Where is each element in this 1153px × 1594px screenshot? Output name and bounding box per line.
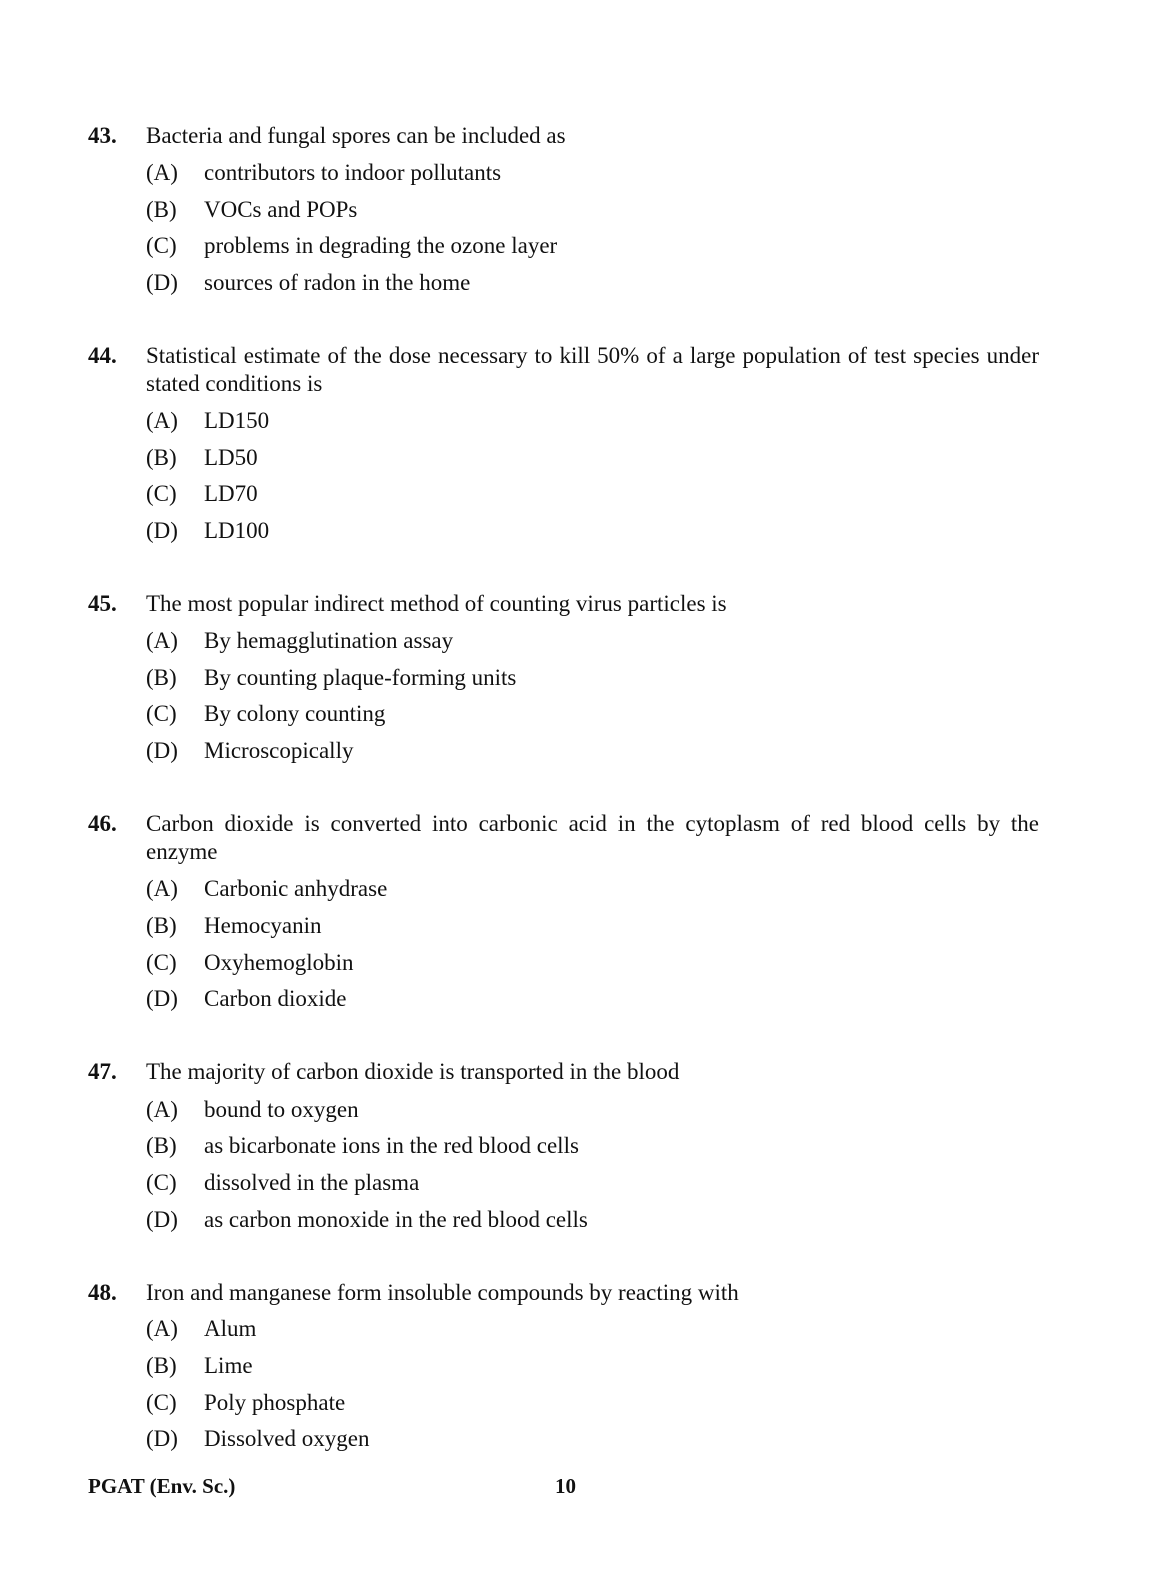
option-letter: (B) [146, 445, 177, 470]
option-d [146, 985, 1026, 1015]
option-letter: (D) [146, 986, 178, 1011]
option-c [146, 1169, 1026, 1199]
option-text: Hemocyanin [204, 913, 322, 938]
option-d [146, 737, 1026, 767]
option-letter: (B) [146, 913, 177, 938]
question-number: 48. [88, 1280, 117, 1305]
option-letter: (D) [146, 270, 178, 295]
option-letter: (D) [146, 738, 178, 763]
question-text: Statistical estimate of the dose necessary to kill 50% of a large population of test species under stated conditions is [146, 343, 1039, 396]
option-d [146, 1425, 1026, 1455]
footer-paper-code: PGAT (Env. Sc.) [88, 1474, 236, 1498]
option-text: Alum [204, 1316, 257, 1341]
option-text: VOCs and POPs [204, 197, 358, 222]
option-letter: (D) [146, 518, 178, 543]
option-text: Oxyhemoglobin [204, 950, 354, 975]
option-letter: (A) [146, 876, 178, 901]
option-a [146, 1315, 1026, 1345]
option-letter: (B) [146, 665, 177, 690]
question-text: Iron and manganese form insoluble compounds by reacting with [146, 1280, 739, 1305]
option-text: Poly phosphate [204, 1390, 346, 1415]
option-letter: (A) [146, 408, 178, 433]
question-text: Carbon dioxide is converted into carbonic acid in the cytoplasm of red blood cells by the enzyme [146, 811, 1039, 864]
question-text: The most popular indirect method of counting virus particles is [146, 591, 727, 616]
option-text: contributors to indoor pollutants [204, 160, 502, 185]
option-text: LD150 [204, 408, 270, 433]
option-letter: (A) [146, 160, 178, 185]
option-text: LD100 [204, 518, 270, 543]
option-text: Microscopically [204, 738, 354, 763]
option-b [146, 196, 1026, 226]
question-number: 43. [88, 123, 117, 148]
page-number: 10 [555, 1474, 576, 1498]
option-letter: (A) [146, 1316, 178, 1341]
option-letter: (C) [146, 950, 177, 975]
option-text: Dissolved oxygen [204, 1426, 370, 1451]
option-a [146, 407, 1026, 437]
option-letter: (A) [146, 628, 178, 653]
option-text: dissolved in the plasma [204, 1170, 420, 1195]
option-letter: (C) [146, 1390, 177, 1415]
option-text: as bicarbonate ions in the red blood cells [204, 1133, 579, 1158]
option-text: By hemagglutination assay [204, 628, 454, 653]
option-text: LD70 [204, 481, 258, 506]
option-c [146, 1389, 1026, 1419]
option-d [146, 269, 1026, 299]
question-text: The majority of carbon dioxide is transported in the blood [146, 1059, 680, 1084]
option-text: sources of radon in the home [204, 270, 471, 295]
question-number: 44. [88, 343, 117, 368]
question-number: 47. [88, 1059, 117, 1084]
option-text: By colony counting [204, 701, 386, 726]
question-number: 46. [88, 811, 117, 836]
option-b [146, 444, 1026, 474]
option-text: Carbon dioxide [204, 986, 347, 1011]
option-text: Carbonic anhydrase [204, 876, 388, 901]
option-text: as carbon monoxide in the red blood cells [204, 1207, 588, 1232]
option-letter: (C) [146, 233, 177, 258]
option-letter: (C) [146, 701, 177, 726]
question-text: Bacteria and fungal spores can be included as [146, 123, 566, 148]
option-d [146, 517, 1026, 547]
option-letter: (B) [146, 1353, 177, 1378]
option-letter: (D) [146, 1426, 178, 1451]
option-text: LD50 [204, 445, 258, 470]
option-text: problems in degrading the ozone layer [204, 233, 558, 258]
option-letter: (D) [146, 1207, 178, 1232]
option-letter: (B) [146, 1133, 177, 1158]
option-text: bound to oxygen [204, 1097, 359, 1122]
option-letter: (A) [146, 1097, 178, 1122]
option-b [146, 1132, 1026, 1162]
option-a [146, 627, 1026, 657]
option-letter: (C) [146, 481, 177, 506]
option-letter: (C) [146, 1170, 177, 1195]
option-c [146, 949, 1026, 979]
option-b [146, 1352, 1026, 1382]
option-d [146, 1206, 1026, 1236]
option-b [146, 664, 1026, 694]
option-a [146, 1096, 1026, 1126]
option-a [146, 159, 1026, 189]
option-b [146, 912, 1026, 942]
option-text: Lime [204, 1353, 253, 1378]
option-c [146, 480, 1026, 510]
option-c [146, 232, 1026, 262]
option-text: By counting plaque-forming units [204, 665, 517, 690]
option-letter: (B) [146, 197, 177, 222]
option-c [146, 700, 1026, 730]
option-a [146, 875, 1026, 905]
question-number: 45. [88, 591, 117, 616]
